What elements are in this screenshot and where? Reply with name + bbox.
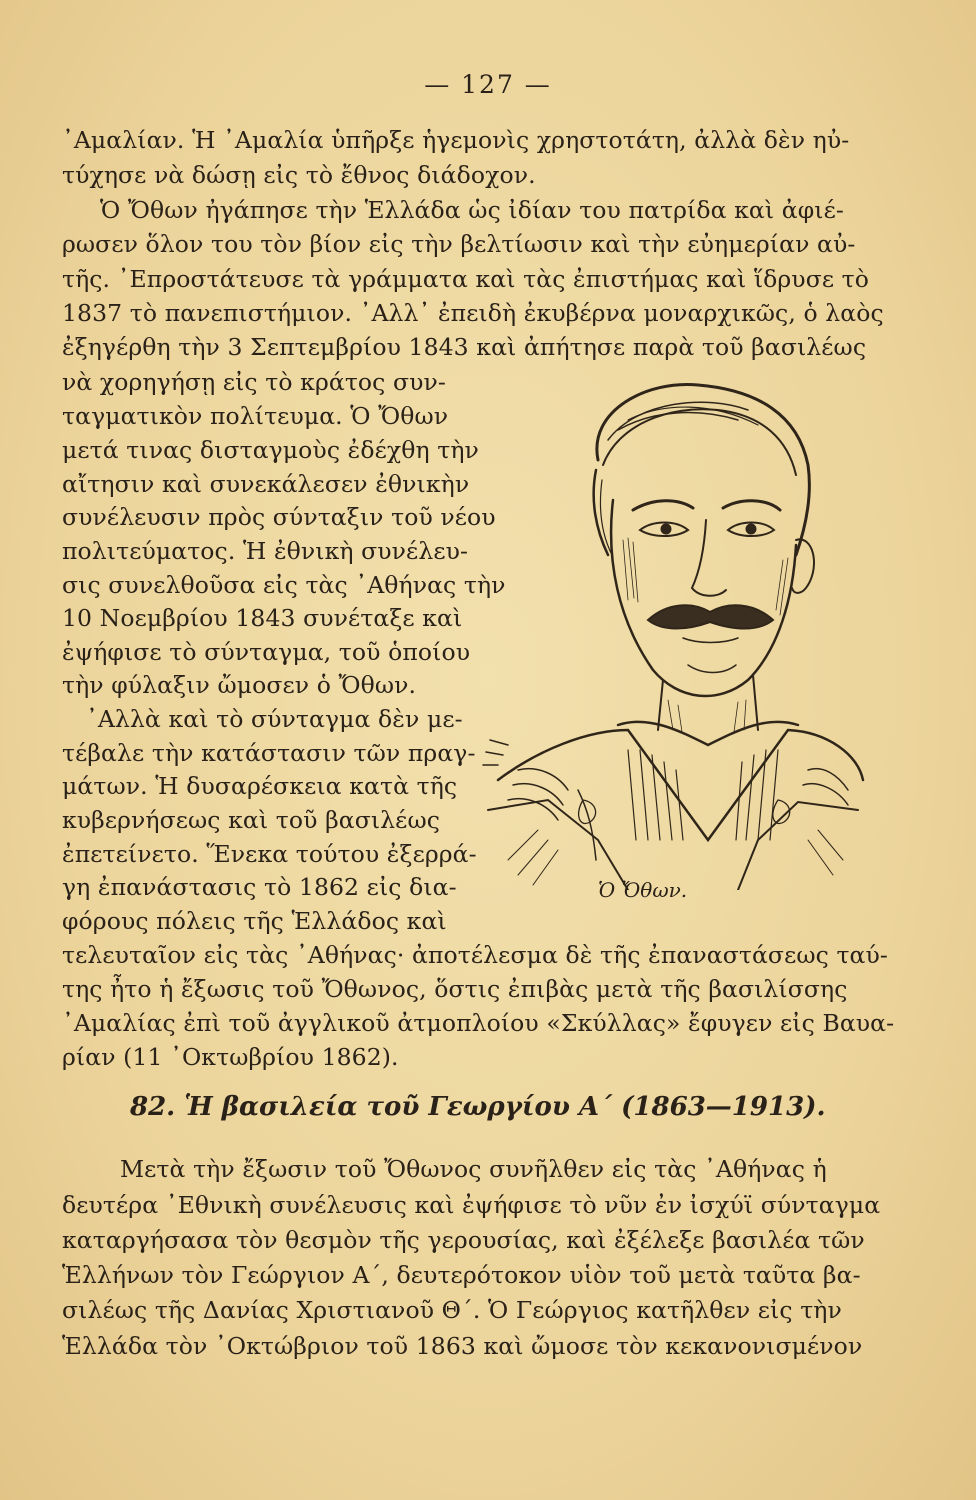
- page-number: — 127 —: [424, 70, 552, 99]
- text-line: καταργήσασα τὸν θεσμὸν τῆς γερουσίας, καὶ ἐξέλεξε βασιλέα τῶν: [62, 1226, 865, 1254]
- text-line: νὰ χορηγήσῃ εἰς τὸ κράτος συν-: [62, 368, 446, 396]
- text-line: δευτέρα ᾿Εθνικὴ συνέλευσις καὶ ἐψήφισε τὸ νῦν ἐν ἰσχύϊ σύνταγμα: [62, 1191, 881, 1219]
- text-line: ἐξηγέρθη τὴν 3 Σεπτεμβρίου 1843 καὶ ἀπήτησε παρὰ τοῦ βασιλέως: [62, 333, 867, 361]
- text-line: ἐψήφισε τὸ σύνταγμα, τοῦ ὁποίου: [62, 638, 471, 666]
- text-line: τέβαλε τὴν κατάστασιν τῶν πραγ-: [62, 739, 476, 767]
- text-line: ρίαν (11 ᾿Οκτωβρίου 1862).: [62, 1043, 399, 1071]
- portrait-engraving: [478, 370, 868, 890]
- text-line: φόρους πόλεις τῆς Ἑλλάδος καὶ: [62, 907, 447, 935]
- text-line: ἐπετείνετο. Ἕνεκα τούτου ἐξερρά-: [62, 840, 477, 868]
- text-line: ᾿Αλλὰ καὶ τὸ σύνταγμα δὲν με-: [86, 705, 463, 733]
- text-line: Ἑλλήνων τὸν Γεώργιον Α΄, δευτερότοκον υἱὸν τοῦ μετὰ ταῦτα βα-: [62, 1261, 861, 1289]
- text-line: 1837 τὸ πανεπιστήμιον. ᾿Αλλ᾿ ἐπειδὴ ἐκυβέρνα μοναρχικῶς, ὁ λαὸς: [62, 299, 884, 327]
- text-line: γη ἐπανάστασις τὸ 1862 εἰς δια-: [62, 873, 457, 901]
- text-line: σις συνελθοῦσα εἰς τὰς ᾿Αθήνας τὴν: [62, 571, 506, 599]
- text-line: σιλέως τῆς Δανίας Χριστιανοῦ Θ΄. Ὁ Γεώργιος κατῆλθεν εἰς τὴν: [62, 1296, 842, 1324]
- text-line: Ὁ Ὄθων ἠγάπησε τὴν Ἑλλάδα ὡς ἰδίαν του πατρίδα καὶ ἀφιέ-: [100, 196, 844, 224]
- text-line: ᾿Αμαλίας ἐπὶ τοῦ ἀγγλικοῦ ἀτμοπλοίου «Σκύλλας» ἔφυγεν εἰς Βαυα-: [62, 1009, 895, 1037]
- text-line: μετά τινας δισταγμοὺς ἐδέχθη τὴν: [62, 436, 479, 464]
- text-line: τὴν φύλαξιν ὤμοσεν ὁ Ὄθων.: [62, 671, 417, 699]
- text-line: τύχησε νὰ δώσῃ εἰς τὸ ἔθνος διάδοχον.: [62, 161, 536, 189]
- portrait-caption: Ὁ Ὄθων.: [598, 878, 688, 902]
- text-line: συνέλευσιν πρὸς σύνταξιν τοῦ νέου: [62, 503, 496, 531]
- text-line: μάτων. Ἡ δυσαρέσκεια κατὰ τῆς: [62, 772, 458, 800]
- text-line: ρωσεν ὅλον του τὸν βίον εἰς τὴν βελτίωσιν καὶ τὴν εὐημερίαν αὐ-: [62, 230, 856, 258]
- text-line: πολιτεύματος. Ἡ ἐθνικὴ συνέλευ-: [62, 537, 469, 565]
- text-line: κυβερνήσεως καὶ τοῦ βασιλέως: [62, 806, 440, 834]
- text-line: 10 Νοεμβρίου 1843 συνέταξε καὶ: [62, 604, 463, 632]
- text-line: τῆς. ᾿Επροστάτευσε τὰ γράμματα καὶ τὰς ἐπιστήμας καὶ ἵδρυσε τὸ: [62, 265, 870, 293]
- text-line: ταγματικὸν πολίτευμα. Ὁ Ὄθων: [62, 402, 449, 430]
- text-line: ᾿Αμαλίαν. Ἡ ᾿Αμαλία ὑπῆρξε ἡγεμονὶς χρηστοτάτη, ἀλλὰ δὲν ηὐ-: [62, 126, 850, 154]
- text-line: της ἦτο ἡ ἔξωσις τοῦ Ὄθωνος, ὅστις ἐπιβὰς μετὰ τῆς βασιλίσσης: [62, 975, 848, 1003]
- text-line: αἴτησιν καὶ συνεκάλεσεν ἐθνικὴν: [62, 470, 470, 498]
- text-line: Ἑλλάδα τὸν ᾿Οκτώβριον τοῦ 1863 καὶ ὤμοσε τὸν κεκανονισμένον: [62, 1332, 863, 1360]
- text-line: Μετὰ τὴν ἔξωσιν τοῦ Ὄθωνος συνῆλθεν εἰς τὰς ᾿Αθήνας ἡ: [120, 1155, 827, 1183]
- text-line: τελευταῖον εἰς τὰς ᾿Αθήνας· ἀποτέλεσμα δὲ τῆς ἐπαναστάσεως ταύ-: [62, 941, 888, 969]
- section-heading: 82. Ἡ βασιλεία τοῦ Γεωργίου Α΄ (1863—1913).: [130, 1092, 826, 1122]
